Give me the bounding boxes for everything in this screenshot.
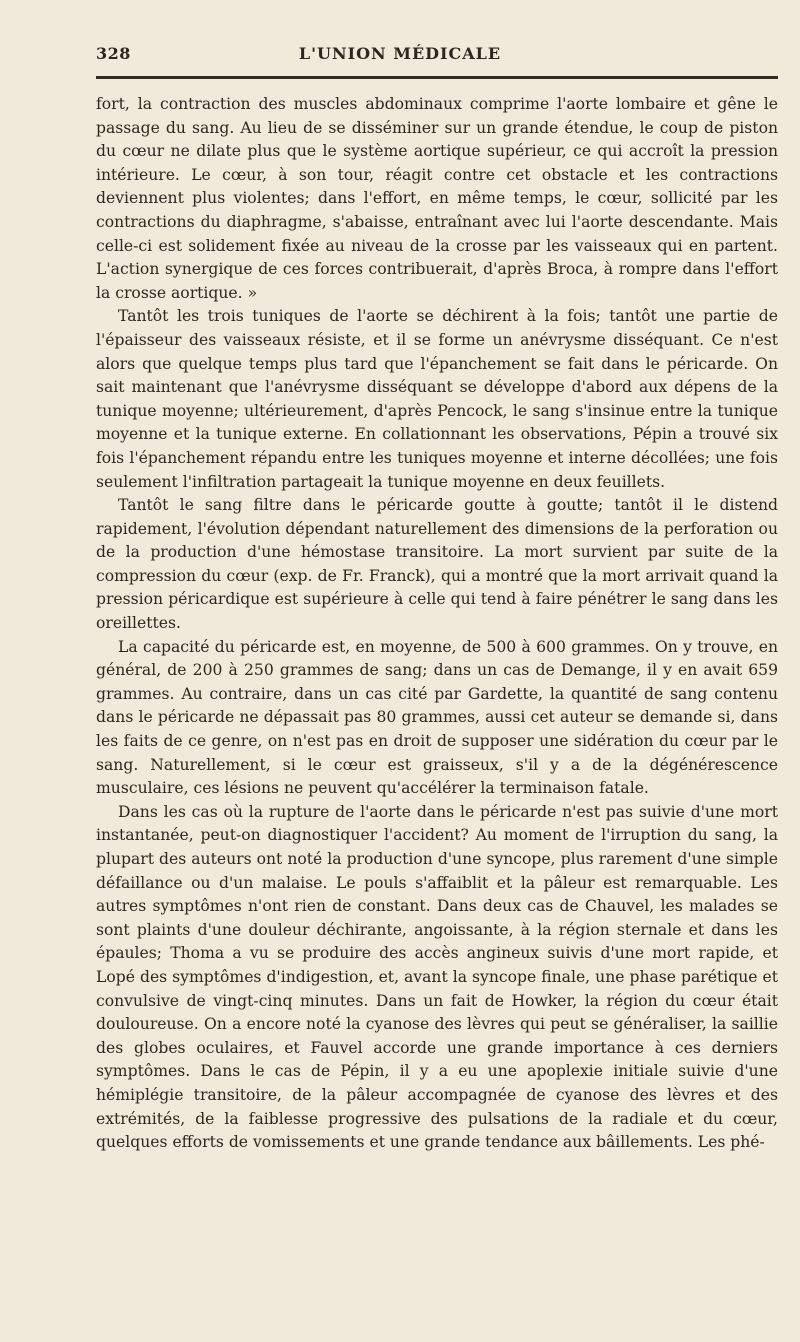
paragraph: Tantôt le sang filtre dans le péricarde goutte à goutte; tantôt il le distend rapidement, l'évolution dépendant naturellement des dimensions de la perforation ou de la production d'une hémostase transitoire. La mort survient par suite de la compression du cœur (exp. de Fr. Franck), qui a montré que la mort arrivait quand la pression péricardique est supérieure à celle qui tend à faire pénétrer le sang dans les oreillettes.: [96, 496, 778, 633]
paragraph: Tantôt les trois tuniques de l'aorte se déchirent à la fois; tantôt une partie de l'épaisseur des vaisseaux résiste, et il se forme un anévrysme disséquant. Ce n'est alors que quelque temps plus tard que l'épanchement se fait dans le péricarde. On sait maintenant que l'anévrysme disséquant se développe d'abord aux dépens de la tunique moyenne; ultérieurement, d'après Pencock, le sang s'insinue entre la tunique moyenne et la tunique externe. En collationnant les observations, Pépin a trouvé six fois l'épanchement répandu entre les tuniques moyenne et interne décollées; une fois seulement l'infiltration partageait la tunique moyenne en deux feuillets.: [96, 307, 778, 491]
paragraph: fort, la contraction des muscles abdominaux comprime l'aorte lombaire et gêne le passage du sang. Au lieu de se disséminer sur un grande étendue, le coup de piston du cœur ne dilate plus que le système aortique supérieur, ce qui accroît la pression intérieure. Le cœur, à son tour, réagit contre cet obstacle et les contractions deviennent plus violentes; dans l'effort, en même temps, le cœur, sollicité par les contractions du diaphragme, s'abaisse, entraînant avec lui l'aorte descendante. Mais celle-ci est solidement fixée au niveau de la crosse par les vaisseaux qui en partent. L'action synergique de ces forces contribuerait, d'après Broca, à rompre dans l'effort la crosse aortique. »: [96, 95, 778, 302]
page-header: [96, 44, 774, 70]
paragraph: Dans les cas où la rupture de l'aorte dans le péricarde n'est pas suivie d'une mort instantanée, peut-on diagnostiquer l'accident? Au moment de l'irruption du sang, la plupart des auteurs ont noté la production d'une syncope, plus rarement d'une simple défaillance ou d'un malaise. Le pouls s'affaiblit et la pâleur est remarquable. Les autres symptômes n'ont rien de constant. Dans deux cas de Chauvel, les malades se sont plaints d'une douleur déchirante, angoissante, à la région sternale et dans les épaules; Thoma a vu se produire des accès angineux suivis d'une mort rapide, et Lopé des symptômes d'indigestion, et, avant la syncope finale, une phase parétique et convulsive de vingt-cinq minutes. Dans un fait de Howker, la région du cœur était douloureuse. On a encore noté la cyanose des lèvres qui peut se généraliser, la saillie des globes oculaires, et Fauvel accorde une grande importance à ces derniers symptômes. Dans le cas de Pépin, il y a eu une apoplexie initiale suivie d'une hémiplégie transitoire, de la pâleur accompagnée de cyanose des lèvres et des extrémités, de la faiblesse progressive des pulsations de la radiale et du cœur, quelques efforts de vomissements et une grande tendance aux bâillements. Les phé-: [96, 802, 778, 1152]
running-title: L'UNION MÉDICALE: [298, 44, 502, 63]
paragraph: La capacité du péricarde est, en moyenne, de 500 à 600 grammes. On y trouve, en général, de 200 à 250 grammes de sang; dans un cas de Demange, il y en avait 659 grammes. Au contraire, dans un cas cité par Gardette, la quantité de sang contenu dans le péricarde ne dépassait pas 80 grammes, aussi cet auteur se demande si, dans les faits de ce genre, on n'est pas en droit de supposer une sidération du cœur par le sang. Naturellement, si le cœur est graisseux, s'il y a de la dégénérescence musculaire, ces lésions ne peuvent qu'accélérer la terminaison fatale.: [96, 637, 778, 798]
header-rule: [96, 76, 778, 79]
page-number: 328: [96, 44, 131, 63]
article-body: [96, 93, 778, 1155]
